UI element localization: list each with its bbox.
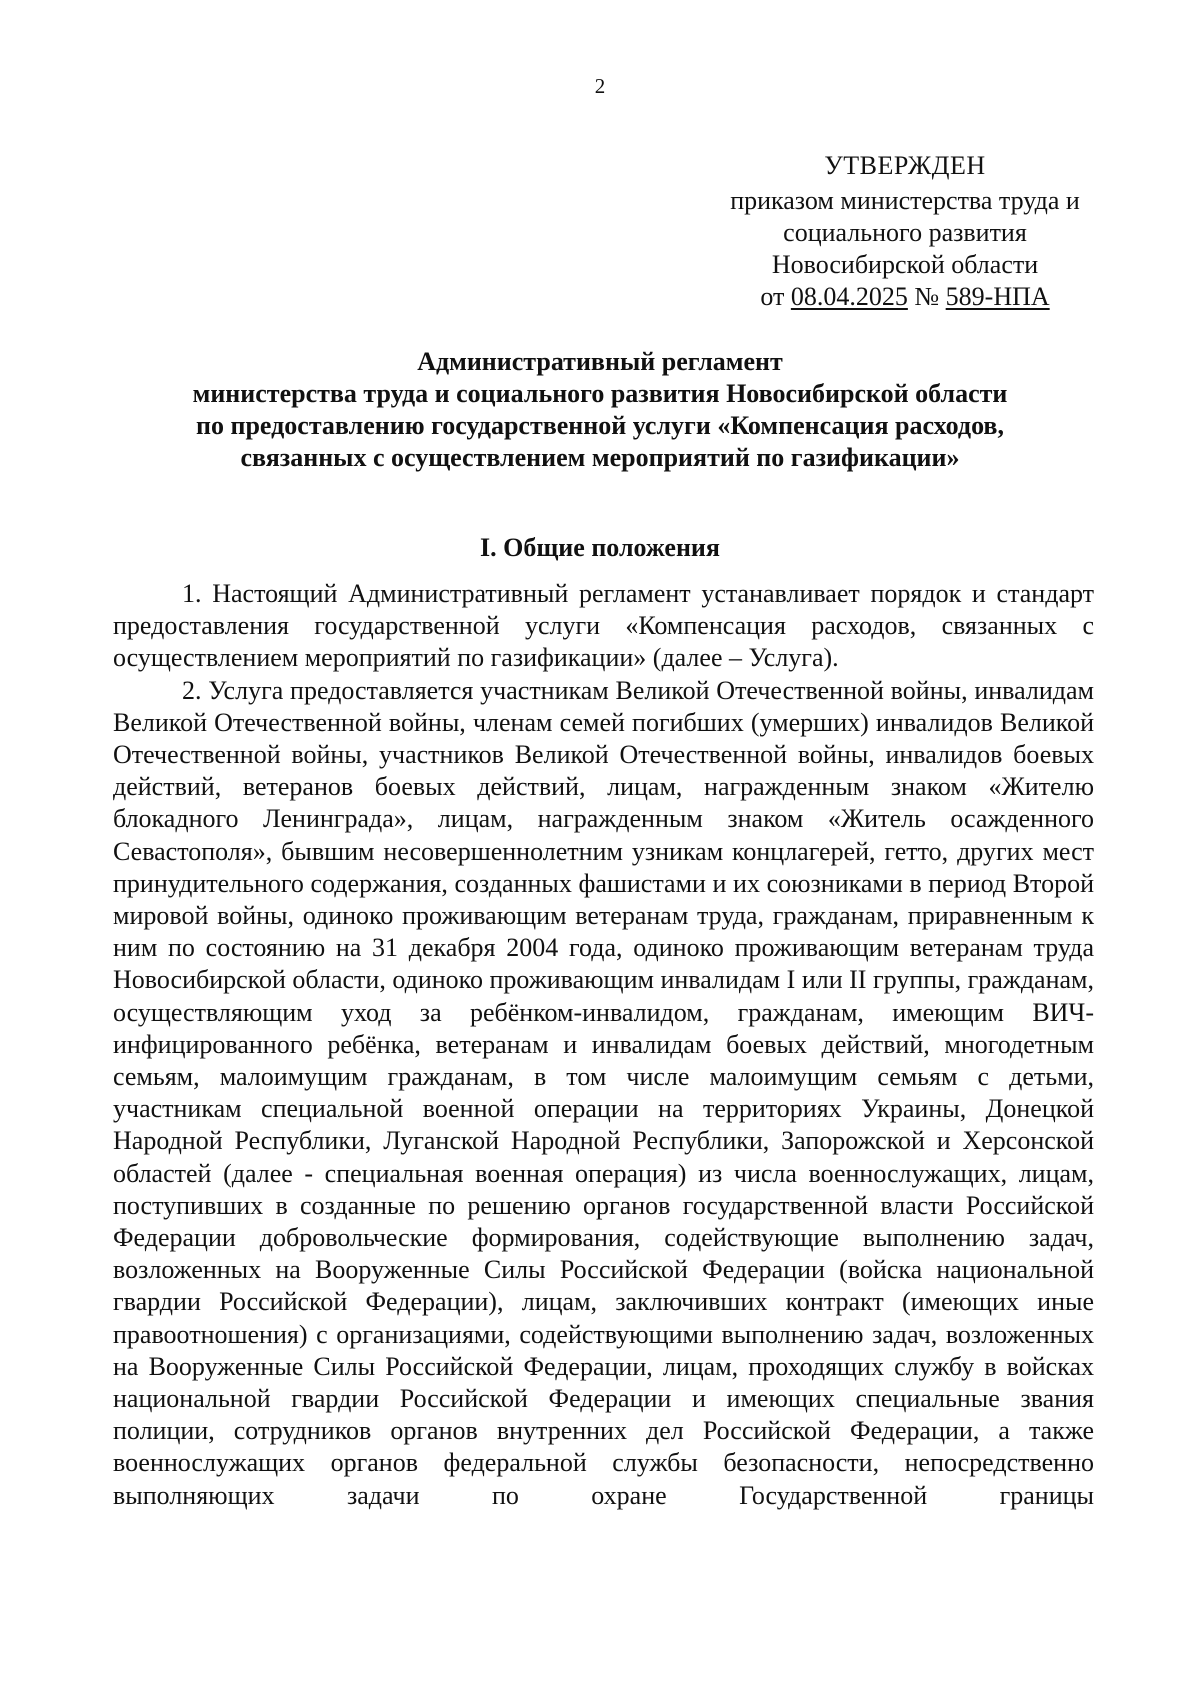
approval-line: социального развития bbox=[783, 218, 1027, 247]
title-line: Административный регламент bbox=[417, 347, 783, 376]
title-line: министерства труда и социального развития Новосибирской области bbox=[192, 379, 1008, 408]
approval-date-prefix: от bbox=[760, 282, 791, 311]
paragraph-2: 2. Услуга предоставляется участникам Великой Отечественной войны, инвалидам Великой Отечественной войны, членам семей погибших (умерших) инвалидов Великой Отечественной войны, участников Великой Отечественной войны, инвалидов боевых действий, ветеранов боевых действий, лицам, награжденным знаком «Жителю блокадного Ленинграда», лицам, награжденным знаком «Житель осажденного Севастополя», бывшим несовершеннолетним узникам концлагерей, гетто, других мест принудительного содержания, созданных фашистами и их союзниками в период Второй мировой войны, одиноко проживающим ветеранам труда, гражданам, приравненным к ним по состоянию на 31 декабря 2004 года, одиноко проживающим ветеранам труда Новосибирской области, одиноко проживающим инвалидам I или II группы, гражданам, осуществляющим уход за ребёнком-инвалидом, гражданам, имеющим ВИЧ-инфицированного ребёнка, ветеранам и инвалидам боевых действий, многодетным семьям, малоимущим гражданам, в том числе малоимущим семьям с детьми, участникам специальной военной операции на территориях Украины, Донецкой Народной Республики, Луганской Народной Республики, Запорожской и Херсонской областей (далее - специальная военная операция) из числа военнослужащих, лицам, поступивших в созданные по решению органов государственной власти Российской Федерации добровольческие формирования, содействующие выполнению задач, возложенных на Вооруженные Силы Российской Федерации (войска национальной гвардии Российской Федерации), лицам, заключивших контракт (имеющих иные правоотношения) с организациями, содействующими выполнению задач, возложенных на Вооруженные Силы Российской Федерации, лицам, проходящих службу в войсках национальной гвардии Российской Федерации и имеющих специальные звания полиции, сотрудников органов внутренних дел Российской Федерации, а также военнослужащих органов федеральной службы безопасности, непосредственно выполняющих задачи по охране Государственной границы bbox=[113, 675, 1094, 1510]
approval-line: приказом министерства труда и bbox=[730, 186, 1080, 215]
approval-number: 589-НПА bbox=[945, 282, 1050, 311]
approval-date: 08.04.2025 bbox=[790, 282, 908, 311]
paragraph-1: 1. Настоящий Административный регламент устанавливает порядок и стандарт предоставления государственной услуги «Компенсация расходов, связанных с осуществлением мероприятий по газификации» (далее – Услуга). bbox=[113, 579, 1094, 673]
document-title bbox=[120, 346, 1080, 474]
section-heading: I. Общие положения bbox=[480, 533, 720, 562]
approval-number-sign: № bbox=[907, 282, 946, 311]
title-line: по предоставлению государственной услуги «Компенсация расходов, bbox=[196, 411, 1004, 440]
approval-line: Новосибирской области bbox=[771, 250, 1039, 279]
approval-stamp: УТВЕРЖДЕН bbox=[824, 151, 986, 180]
page-number: 2 bbox=[594, 74, 606, 98]
approval-block bbox=[680, 150, 1130, 313]
section-body bbox=[113, 578, 1094, 1512]
approval-date-line bbox=[680, 281, 1130, 313]
title-line: связанных с осуществлением мероприятий по газификации» bbox=[240, 443, 960, 472]
